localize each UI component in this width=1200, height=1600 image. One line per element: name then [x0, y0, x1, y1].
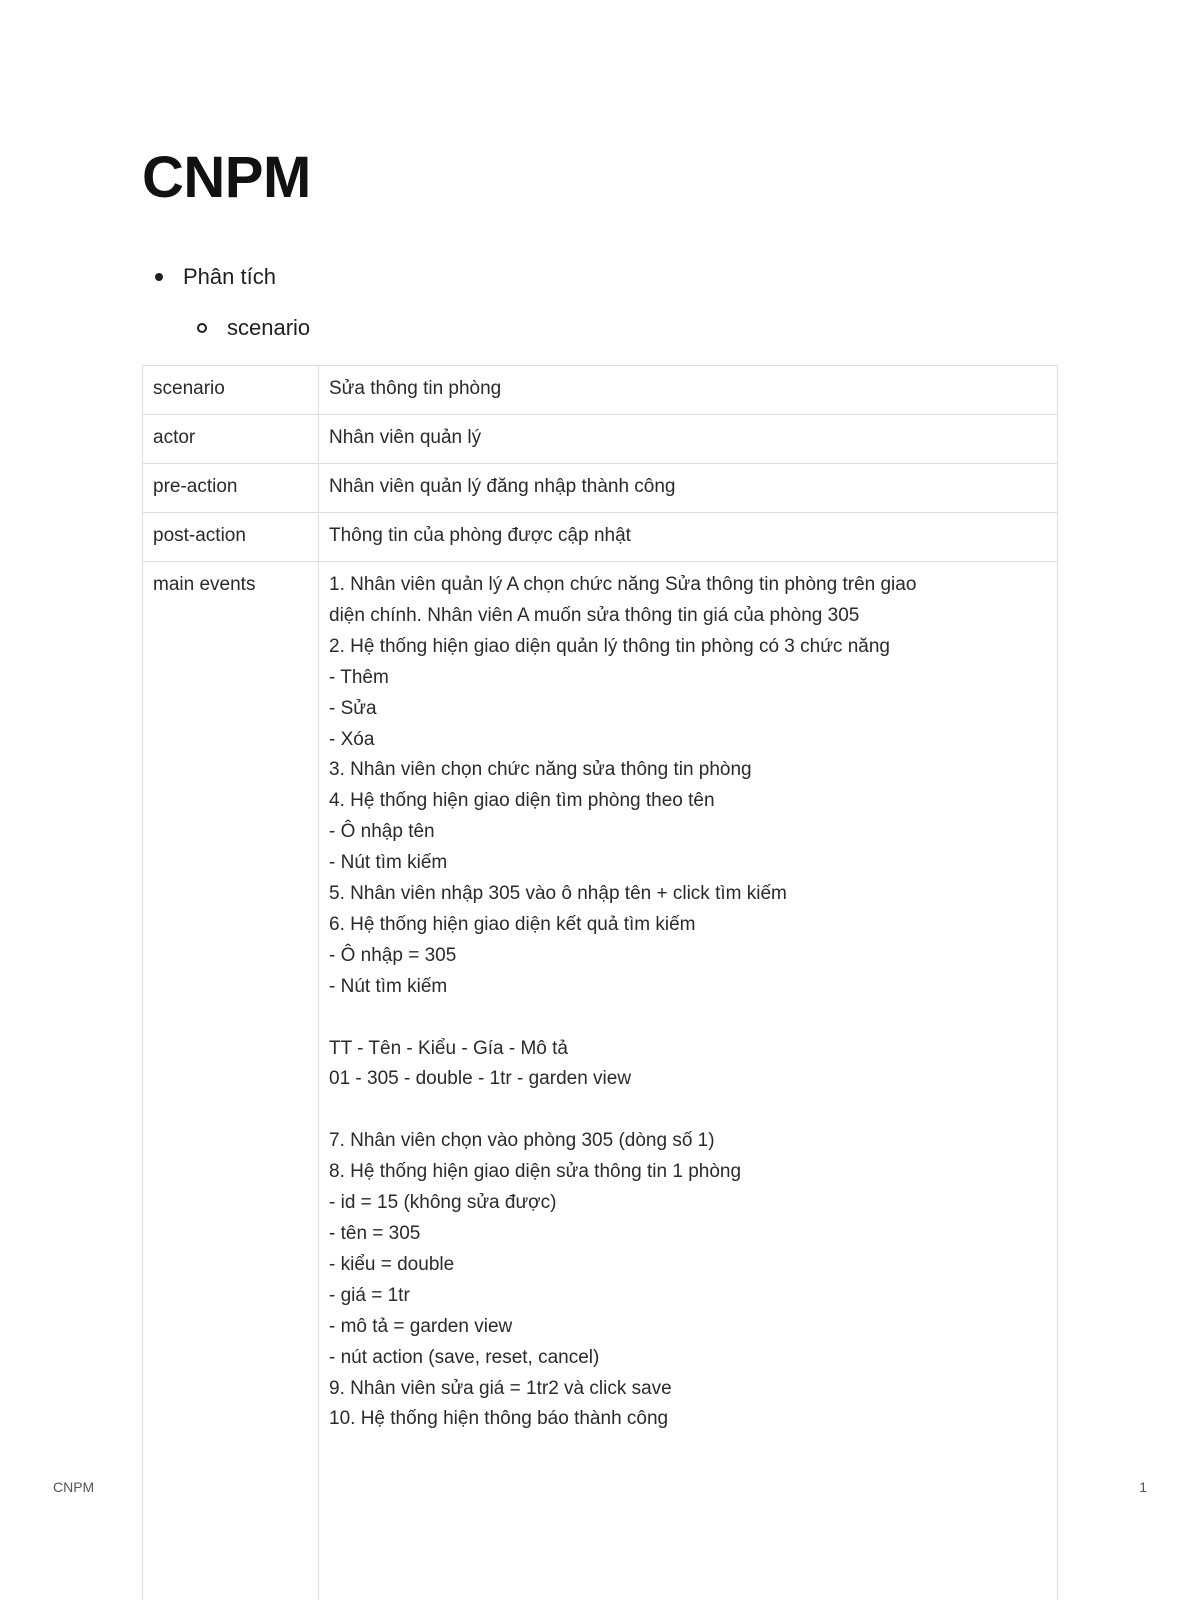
event-line: - mô tả = garden view: [329, 1312, 1047, 1343]
bullet-label: Phân tích: [183, 264, 276, 290]
event-line: 2. Hệ thống hiện giao diện quản lý thông tin phòng có 3 chức năng: [329, 632, 1047, 663]
event-line: 6. Hệ thống hiện giao diện kết quả tìm kiếm: [329, 910, 1047, 941]
table-key-cell: post-action: [143, 513, 319, 562]
bullet-item-analysis: [155, 262, 276, 292]
event-line: - id = 15 (không sửa được): [329, 1188, 1047, 1219]
footer-page-number: 1: [1139, 1479, 1147, 1495]
event-line: - Sửa: [329, 694, 1047, 725]
table-key-cell: actor: [143, 415, 319, 464]
event-line: - Ô nhập = 305: [329, 941, 1047, 972]
footer-document-name: CNPM: [53, 1479, 94, 1495]
bullet-circle-icon: [197, 323, 207, 333]
event-line: - tên = 305: [329, 1219, 1047, 1250]
event-line: - kiểu = double: [329, 1250, 1047, 1281]
table-row-main-events: [143, 562, 1058, 1600]
event-line-blank: [329, 1003, 1047, 1034]
table-value-cell: Thông tin của phòng được cập nhật: [319, 513, 1058, 562]
table-row: [143, 464, 1058, 513]
event-line: 9. Nhân viên sửa giá = 1tr2 và click save: [329, 1374, 1047, 1405]
event-line: 4. Hệ thống hiện giao diện tìm phòng theo tên: [329, 786, 1047, 817]
event-line: 5. Nhân viên nhập 305 vào ô nhập tên + click tìm kiếm: [329, 879, 1047, 910]
event-line: - Ô nhập tên: [329, 817, 1047, 848]
bullet-disc-icon: [155, 273, 163, 281]
event-line: 7. Nhân viên chọn vào phòng 305 (dòng số 1): [329, 1126, 1047, 1157]
event-line-blank: [329, 1095, 1047, 1126]
table-value-cell: Nhân viên quản lý: [319, 415, 1058, 464]
table-key-cell: main events: [143, 562, 319, 1600]
table-key-cell: pre-action: [143, 464, 319, 513]
event-line: - Nút tìm kiếm: [329, 972, 1047, 1003]
scenario-table: [142, 365, 1058, 1600]
page-title: CNPM: [142, 142, 311, 214]
event-line: 3. Nhân viên chọn chức năng sửa thông tin phòng: [329, 755, 1047, 786]
table-key-cell: scenario: [143, 366, 319, 415]
table-row: [143, 366, 1058, 415]
event-line: - Nút tìm kiếm: [329, 848, 1047, 879]
event-line: diện chính. Nhân viên A muốn sửa thông tin giá của phòng 305: [329, 601, 1047, 632]
event-line: 1. Nhân viên quản lý A chọn chức năng Sửa thông tin phòng trên giao: [329, 570, 1047, 601]
event-line: 8. Hệ thống hiện giao diện sửa thông tin 1 phòng: [329, 1157, 1047, 1188]
event-line: TT - Tên - Kiểu - Gía - Mô tả: [329, 1034, 1047, 1065]
event-line: - giá = 1tr: [329, 1281, 1047, 1312]
event-line: 10. Hệ thống hiện thông báo thành công: [329, 1404, 1047, 1435]
main-events-cell: [319, 562, 1058, 1600]
table-row: [143, 415, 1058, 464]
event-line: - Xóa: [329, 725, 1047, 756]
bullet-item-scenario: [197, 313, 310, 343]
table-value-cell: Sửa thông tin phòng: [319, 366, 1058, 415]
event-line: - Thêm: [329, 663, 1047, 694]
event-line: - nút action (save, reset, cancel): [329, 1343, 1047, 1374]
bullet-label: scenario: [227, 315, 310, 341]
table-value-cell: Nhân viên quản lý đăng nhập thành công: [319, 464, 1058, 513]
event-line: 01 - 305 - double - 1tr - garden view: [329, 1064, 1047, 1095]
table-row: [143, 513, 1058, 562]
